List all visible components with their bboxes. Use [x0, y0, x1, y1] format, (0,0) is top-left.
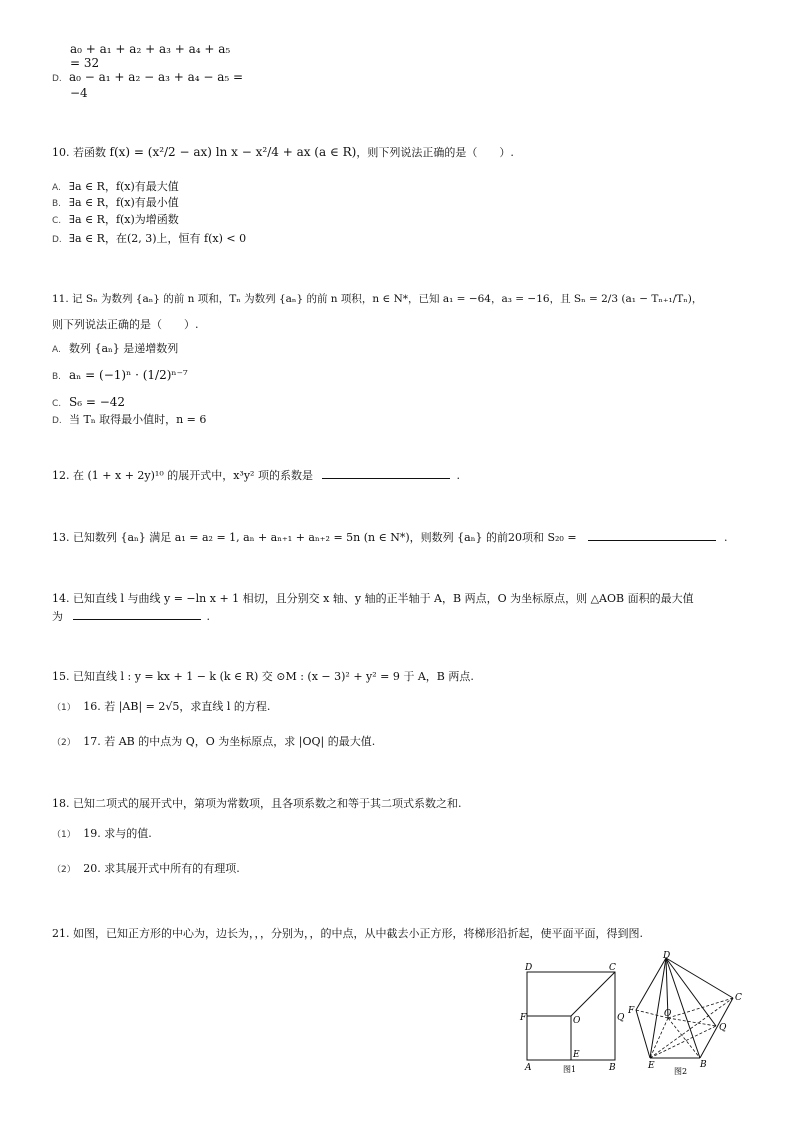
question-15-stem	[52, 670, 474, 684]
stem-text: 已知数列 {aₙ} 满足 a₁ = a₂ = 1, aₙ + aₙ₊₁ + aₙ₊₂ = 5n (n ∈ N*)，则数列 {aₙ} 的前20项和 S₂₀ =	[73, 531, 577, 544]
question-10-option-d[interactable]	[52, 232, 246, 247]
question-10-option-a[interactable]	[52, 180, 179, 195]
figure-2	[628, 948, 758, 1078]
stem-text: 已知二项式的展开式中，第项为常数项，且各项系数之和等于其二项式系数之和.	[73, 797, 462, 810]
label-f: F	[520, 1013, 527, 1023]
q9-option-d[interactable]	[52, 70, 243, 86]
question-10-stem	[52, 145, 514, 160]
question-number: 17.	[83, 735, 101, 748]
question-number: 20.	[83, 862, 101, 875]
label-o: O	[573, 1016, 581, 1026]
stem-text: 求与的值.	[104, 827, 152, 840]
stem-text: 如图，已知正方形的中心为，边长为，，，分别为，，的中点，从中截去小正方形，将梯形沿折起，使平面平面，得到图.	[73, 927, 643, 940]
question-18-part-2	[52, 862, 240, 877]
question-number: 15.	[52, 670, 70, 683]
option-text: aₙ = (−1)ⁿ · (1/2)ⁿ⁻⁷	[69, 368, 188, 382]
q9-sum-line1: a₀ + a₁ + a₂ + a₃ + a₄ + a₅	[70, 42, 231, 56]
question-number: 12.	[52, 469, 70, 482]
option-text: ∃a ∈ R，在(2, 3)上，恒有 f(x) < 0	[69, 232, 247, 245]
option-label: D.	[52, 235, 62, 245]
stem-text: 记 Sₙ 为数列 {aₙ} 的前 n 项和，Tₙ 为数列 {aₙ} 的前 n 项积，n ∈ N*，已知 a₁ = −64，a₃ = −16，且 Sₙ = 2/3 (a₁ − Tₙ₊₁/Tₙ)，	[72, 293, 703, 305]
option-label: A.	[52, 345, 61, 355]
question-number: 14.	[52, 592, 70, 605]
q9-sum-line2: = 32	[70, 56, 100, 70]
option-text: ∃a ∈ R，f(x)有最大值	[69, 180, 179, 193]
question-number: 19.	[83, 827, 101, 840]
stem-text: 为	[52, 610, 63, 623]
edge-fe	[636, 1010, 650, 1058]
question-number: 21.	[52, 927, 70, 940]
option-label: A.	[52, 183, 61, 193]
label-e: E	[648, 1061, 655, 1071]
label-b: B	[609, 1063, 616, 1073]
label-q: Q	[719, 1023, 727, 1033]
question-15-part-2	[52, 735, 375, 750]
question-number: 10.	[52, 146, 70, 159]
question-11-stem-line2: 则下列说法正确的是（ ）.	[52, 318, 199, 331]
stem-text: 在 (1 + x + 2y)¹⁰ 的展开式中，x³y² 项的系数是	[73, 469, 313, 482]
question-number: 13.	[52, 531, 70, 544]
label-b: B	[700, 1060, 707, 1070]
question-14-line1	[52, 592, 694, 606]
question-21-stem	[52, 927, 643, 941]
option-label: C.	[52, 216, 62, 226]
label-a: A	[525, 1063, 532, 1073]
part-label: （2）	[52, 738, 76, 748]
option-label: B.	[52, 372, 62, 382]
stem-text: .	[456, 469, 460, 482]
edge-de	[650, 958, 666, 1058]
option-label: C.	[52, 399, 62, 409]
option-text: ∃a ∈ R，f(x)有最小值	[69, 196, 179, 209]
question-number: 11.	[52, 293, 69, 305]
question-15-part-1	[52, 700, 270, 715]
label-e: E	[573, 1050, 580, 1060]
label-c: C	[735, 993, 742, 1003]
edge-dc	[666, 958, 733, 998]
question-14-line2	[52, 609, 210, 624]
q9-option-d-value: −4	[70, 86, 88, 100]
label-c: C	[609, 963, 616, 973]
segment-oc	[571, 972, 615, 1016]
edge-bc	[700, 998, 733, 1058]
question-11-option-a[interactable]	[52, 342, 178, 357]
stem-text: 若 AB 的中点为 Q，O 为坐标原点，求 |OQ| 的最大值.	[104, 735, 376, 748]
option-text: S₆ = −42	[69, 395, 126, 409]
label-f: F	[628, 1006, 635, 1016]
answer-blank[interactable]	[322, 468, 450, 479]
dashed-eq	[650, 1026, 716, 1058]
question-11-option-c[interactable]	[52, 395, 125, 411]
question-number: 16.	[83, 700, 101, 713]
question-11-option-b[interactable]	[52, 368, 188, 384]
option-label: D.	[52, 416, 62, 426]
option-text: 当 Tₙ 取得最小值时，n = 6	[69, 413, 207, 426]
label-q: Q	[617, 1013, 625, 1023]
label-o: O	[664, 1009, 672, 1019]
part-label: （1）	[52, 830, 76, 840]
answer-blank[interactable]	[588, 530, 716, 541]
stem-text: ，则下列说法正确的是（ ）.	[356, 146, 514, 159]
stem-text: 若函数	[73, 146, 106, 159]
question-18-stem	[52, 797, 462, 811]
figure-caption: 图2	[674, 1067, 688, 1076]
stem-text: .	[206, 610, 210, 623]
question-12	[52, 468, 460, 483]
question-18-part-1	[52, 827, 152, 842]
label-d: D	[525, 963, 533, 973]
option-label: D.	[52, 74, 62, 84]
question-11-stem-line1	[52, 292, 702, 306]
answer-blank[interactable]	[73, 609, 201, 620]
stem-text: 已知直线 l : y = kx + 1 − k (k ∈ R) 交 ⊙M : (x − 3)² + y² = 9 于 A，B 两点.	[73, 670, 474, 683]
question-10-option-b[interactable]	[52, 196, 179, 211]
part-label: （1）	[52, 703, 76, 713]
option-text: a₀ − a₁ + a₂ − a₃ + a₄ − a₅ =	[69, 70, 244, 84]
figure-1	[515, 960, 635, 1078]
stem-text: .	[724, 531, 728, 544]
stem-text: 已知直线 l 与曲线 y = −ln x + 1 相切，且分别交 x 轴、y 轴的正半轴于 A，B 两点，O 为坐标原点，则 △AOB 面积的最大值	[73, 592, 694, 605]
dashed-ob	[668, 1018, 700, 1058]
label-d: D	[663, 951, 671, 961]
question-13	[52, 530, 728, 545]
formula: f(x) = (x²/2 − ax) ln x − x²/4 + ax (a ∈ R)	[109, 145, 357, 159]
stem-text: 求其展开式中所有的有理项.	[104, 862, 240, 875]
question-11-option-d[interactable]	[52, 413, 206, 428]
option-text: ∃a ∈ R，f(x)为增函数	[69, 213, 179, 226]
question-10-option-c[interactable]	[52, 213, 179, 228]
part-label: （2）	[52, 865, 76, 875]
figure-caption: 图1	[563, 1065, 577, 1074]
dashed-oq	[668, 1018, 716, 1026]
question-number: 18.	[52, 797, 70, 810]
option-label: B.	[52, 199, 62, 209]
option-text: 数列 {aₙ} 是递增数列	[69, 342, 179, 355]
stem-text: 若 |AB| = 2√5，求直线 l 的方程.	[104, 700, 271, 713]
